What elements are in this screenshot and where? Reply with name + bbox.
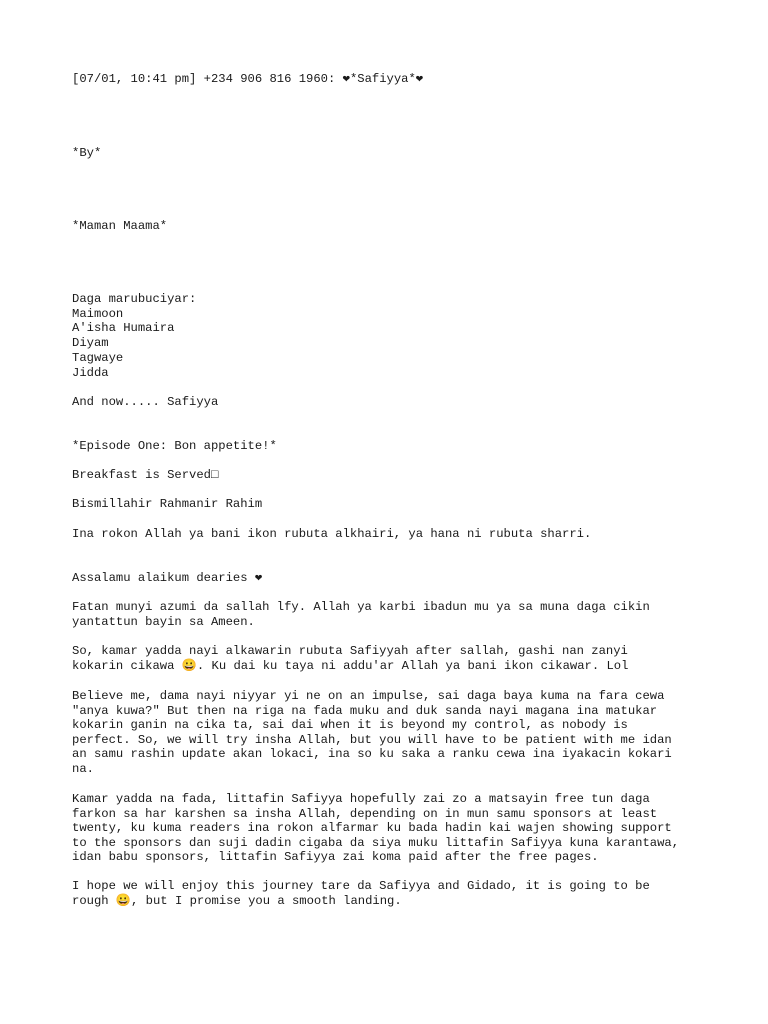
bismillah-line: Bismillahir Rahmanir Rahim — [72, 497, 263, 511]
dua-line: Ina rokon Allah ya bani ikon rubuta alkhairi, ya hana ni rubuta sharri. — [72, 527, 592, 541]
episode-title: *Episode One: Bon appetite!* — [72, 439, 277, 453]
previous-work-item: Maimoon — [72, 307, 124, 321]
document-page — [72, 0, 712, 908]
by-line: *By* — [72, 146, 102, 160]
previous-work-item: Jidda — [72, 366, 109, 380]
paragraph: So, kamar yadda nayi alkawarin rubuta Safiyyah after sallah, gashi nan zanyi kokarin cikawa 😀. Ku dai ku taya ni addu'ar Allah ya bani ikon cikawar. Lol — [72, 644, 629, 673]
paragraph: Kamar yadda na fada, littafin Safiyya hopefully zai zo a matsayin free tun daga farkon sa har karshen sa insha Allah, depending on in mun samu sponsors at least twenty, ku kuma readers ina rokon alfarmar ku bada hadin kai wajen showing support to the sponsors dan suji dadin cigaba da siya muku littafin Safiyya kuna karantawa, idan babu sponsors, littafin Safiyya zai koma paid after the free pages. — [72, 792, 680, 865]
paragraph: Fatan munyi azumi da sallah lfy. Allah ya karbi ibadun mu ya sa muna daga cikin yantattun bayin sa Ameen. — [72, 600, 650, 629]
previous-work-item: Tagwaye — [72, 351, 124, 365]
previous-works-intro: Daga marubuciyar: — [72, 292, 197, 306]
and-now-line: And now..... Safiyya — [72, 395, 219, 409]
previous-work-item: A'isha Humaira — [72, 321, 175, 335]
author-line: *Maman Maama* — [72, 219, 168, 233]
paragraph: I hope we will enjoy this journey tare da Safiyya and Gidado, it is going to be rough 😀, but I promise you a smooth landing. — [72, 879, 650, 908]
paragraph: Believe me, dama nayi niyyar yi ne on an impulse, sai daga baya kuma na fara cewa "anya kuwa?" But then na riga na fada muku and duk sanda nayi magana ina matukar kokarin ganin na cika ta, sai dai when it is beyond my control, as nobody is perfect. So, we will try insha Allah, but you will have to be patient with me idan an samu rashin update akan lokaci, ina so ku saka a ranku cewa ina iyakacin kokari na. — [72, 689, 672, 776]
greeting-line: Assalamu alaikum dearies ❤ — [72, 571, 263, 585]
previous-work-item: Diyam — [72, 336, 109, 350]
chat-header-line: [07/01, 10:41 pm] +234 906 816 1960: ❤*Safiyya*❤ — [72, 72, 424, 86]
breakfast-line: Breakfast is Served□ — [72, 468, 219, 482]
